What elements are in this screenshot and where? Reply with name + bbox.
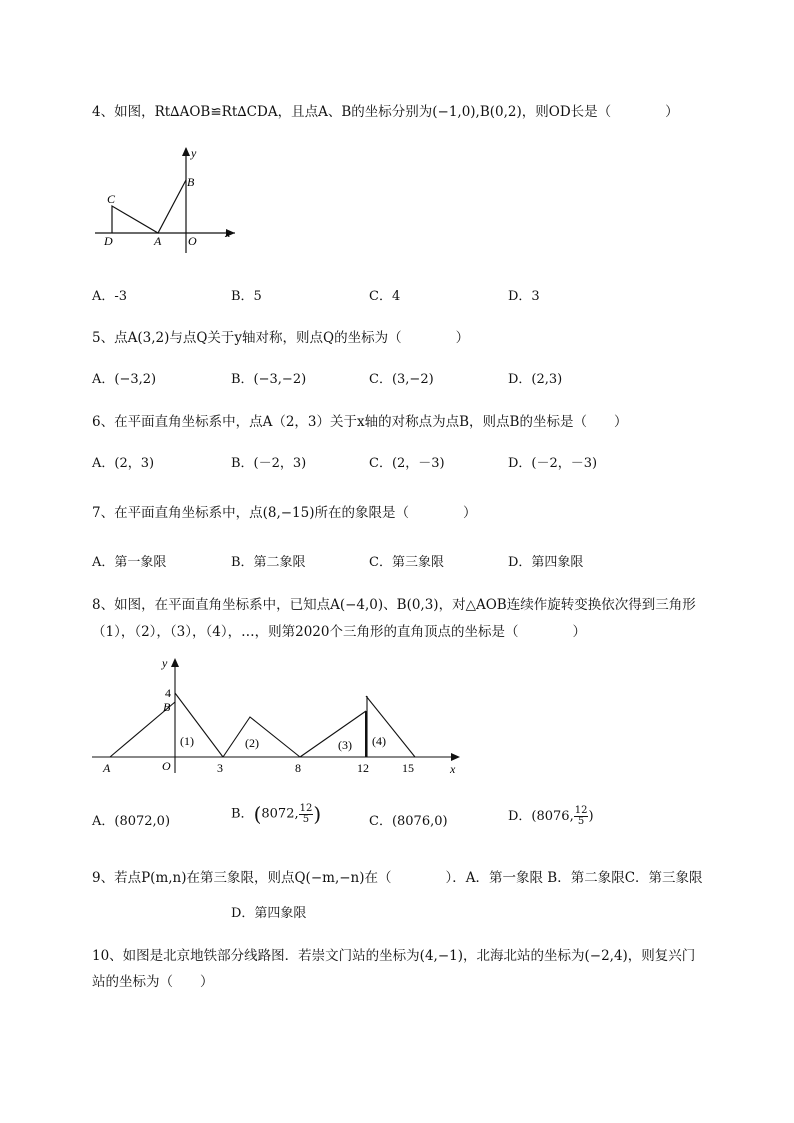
q6-option-d[interactable]: D．(－2，－3) (508, 456, 598, 471)
q8-label-t3: (3) (338, 738, 352, 752)
q8-tick-15: 15 (402, 761, 414, 775)
q4-option-a[interactable]: A．-3 (92, 289, 128, 304)
q4-stem: 4、如图，Rt∆AOB≌Rt∆CDA，且点A、B的坐标分别为(−1,0),B(0,2)，则OD长是（ ） (92, 104, 679, 120)
q4-label-a: A (154, 234, 162, 248)
q5-option-d[interactable]: D．(2,3) (508, 372, 563, 387)
q4-option-d[interactable]: D．3 (508, 289, 540, 304)
q8-label-o: O (162, 759, 171, 773)
q6-option-b[interactable]: B．(－2，3) (231, 456, 307, 471)
q8-option-b-fraction: $\frac{12}{5}$ (299, 802, 313, 825)
q7-option-d[interactable]: D．第四象限 (508, 555, 584, 570)
q8-tick-3: 3 (217, 761, 223, 775)
q8-option-b-int: 8072, (261, 806, 299, 822)
q9-stem: 9、若点P(m,n)在第三象限，则点Q(−m,−n)在（ ）．A．第一象限 B．第二象限C．第三象限 (92, 870, 703, 886)
q7-stem: 7、在平面直角坐标系中，点(8,−15)所在的象限是（ ） (92, 505, 477, 521)
q8-tick-4: 4 (165, 686, 171, 700)
q8-tick-8: 8 (295, 761, 301, 775)
q8-figure (90, 655, 470, 780)
q4-y-label: y (191, 146, 197, 160)
q8-label-t4: (4) (372, 734, 386, 748)
q4-label-b: B (187, 175, 195, 189)
q4-option-b[interactable]: B．5 (231, 289, 262, 304)
q8-option-d[interactable] (508, 805, 594, 827)
q8-stem-line2: （1），（2），（3），（4），…，则第2020个三角形的直角顶点的坐标是（ ） (92, 624, 586, 640)
q8-option-c[interactable]: C．(8076,0) (369, 814, 448, 829)
q4-label-c: C (107, 192, 116, 206)
q8-option-d-close: ) (588, 809, 594, 824)
q4-label-o: O (188, 234, 197, 248)
q8-y-label: y (162, 656, 168, 670)
q4-label-d: D (104, 234, 113, 248)
q10-line1: 10、如图是北京地铁部分线路图．若崇文门站的坐标为(4,−1)，北海北站的坐标为(−2,4)，则复兴门 (92, 948, 696, 964)
q8-option-d-fraction: $\frac{12}{5}$ (574, 805, 588, 827)
q9-option-d[interactable]: D．第四象限 (231, 906, 307, 921)
q8-tick-12: 12 (357, 761, 369, 775)
q8-label-b: B (163, 700, 171, 714)
q8-label-t1: (1) (180, 734, 194, 748)
q6-option-c[interactable]: C．(2，－3) (369, 456, 445, 471)
q6-stem: 6、在平面直角坐标系中，点A（2，3）关于x轴的对称点为点B，则点B的坐标是（ ） (92, 414, 628, 430)
q7-option-c[interactable]: C．第三象限 (369, 555, 444, 570)
q8-option-a[interactable]: A．(8072,0) (92, 814, 171, 829)
q4-x-label: x (225, 226, 231, 240)
q8-option-d-prefix: D．(8076, (508, 809, 574, 824)
q4-option-c[interactable]: C．4 (369, 289, 401, 304)
q5-stem: 5、点A(3,2)与点Q关于y轴对称，则点Q的坐标为（ ） (92, 330, 470, 346)
q8-option-b-prefix: B． (231, 806, 254, 822)
q5-option-c[interactable]: C．(3,−2) (369, 372, 434, 387)
q5-option-a[interactable]: A．(−3,2) (92, 372, 157, 387)
q7-option-a[interactable]: A．第一象限 (92, 555, 167, 570)
q10-line2: 站的坐标为（ ） (92, 974, 214, 990)
q8-label-a: A (103, 761, 111, 775)
q5-option-b[interactable]: B．(−3,−2) (231, 372, 307, 387)
q8-option-b[interactable]: B．(8072, $\frac{12}{5}$ ) (231, 802, 322, 826)
q8-stem-line1: 8、如图，在平面直角坐标系中，已知点A(−4,0)、B(0,3)，对△AOB连续作旋转变换依次得到三角形 (92, 597, 696, 613)
q8-label-t2: (2) (245, 736, 259, 750)
q8-x-label: x (450, 762, 456, 776)
q4-figure (95, 145, 245, 257)
q6-option-a[interactable]: A．(2，3) (92, 456, 155, 471)
q7-option-b[interactable]: B．第二象限 (231, 555, 306, 570)
